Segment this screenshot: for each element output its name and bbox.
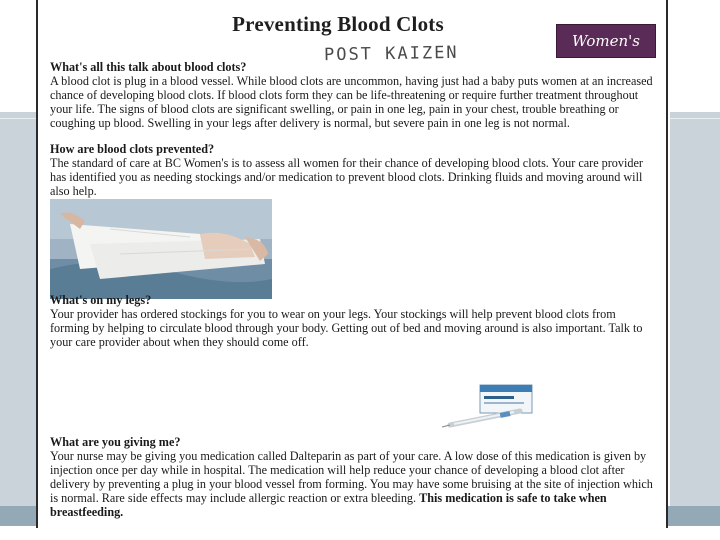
handwritten-note: POST KAIZEN [323, 42, 459, 66]
section-heading: What are you giving me? [50, 435, 181, 449]
section-heading: What's all this talk about blood clots? [50, 60, 247, 74]
slide-side-band-left [0, 112, 38, 507]
section-heading: What's on my legs? [50, 293, 152, 307]
breastfeeding-safety-note: This medication is safe to take when breastfeeding. [50, 491, 607, 519]
logo-text: Women's [571, 32, 640, 50]
scanned-document-page [36, 0, 668, 528]
section-body: Your provider has ordered stockings for you to wear on your legs. Your stockings will help prevent blood clots from forming by helping to circulate blood through your body. Getting out of bed and moving around is also important. Talk to your care provider about when they should come off. [50, 307, 643, 349]
legs-with-compression-stockings-photo [50, 199, 272, 299]
section-stockings [50, 293, 656, 349]
slide-band-line-right [670, 118, 720, 119]
section-blood-clots-intro [50, 60, 656, 130]
slide-side-band-right [670, 112, 720, 507]
section-body [50, 449, 656, 519]
womens-logo [556, 24, 656, 58]
section-body: The standard of care at BC Women's is to assess all women for their chance of developing blood clots. Your care provider has identified you as needing stockings and/or medication to prevent blood clots. Drinking fluids and moving around will also help. [50, 156, 643, 198]
document-title: Preventing Blood Clots [232, 12, 444, 36]
slide-band-line-left [0, 118, 38, 119]
section-prevention [50, 142, 656, 198]
section-medication [50, 435, 656, 519]
section-body-text: Your nurse may be giving you medication called Dalteparin as part of your care. A low dose of this medication is given by injection once per day while in hospital. The medication will help reduce your chance of developing a blood clot after delivery by preventing a plug in your blood vessel from forming. You may have some bruising at the site of injection which is normal. Rare side effects may include allergic reaction or extra bleeding. [50, 449, 653, 505]
dalteparin-syringe-photo [440, 383, 550, 433]
section-body: A blood clot is plug in a blood vessel. While blood clots are uncommon, having just had a baby puts women at an increased chance of developing blood clots. If blood clots form they can be life-threatening or require further treatment throughout your life. The signs of blood clots are significant swelling, or pain in one leg, pain in your chest, trouble breathing or coughing up blood. Swelling in your legs after delivery is normal, but severe pain in one leg is not normal. [50, 74, 653, 130]
section-heading: How are blood clots prevented? [50, 142, 215, 156]
